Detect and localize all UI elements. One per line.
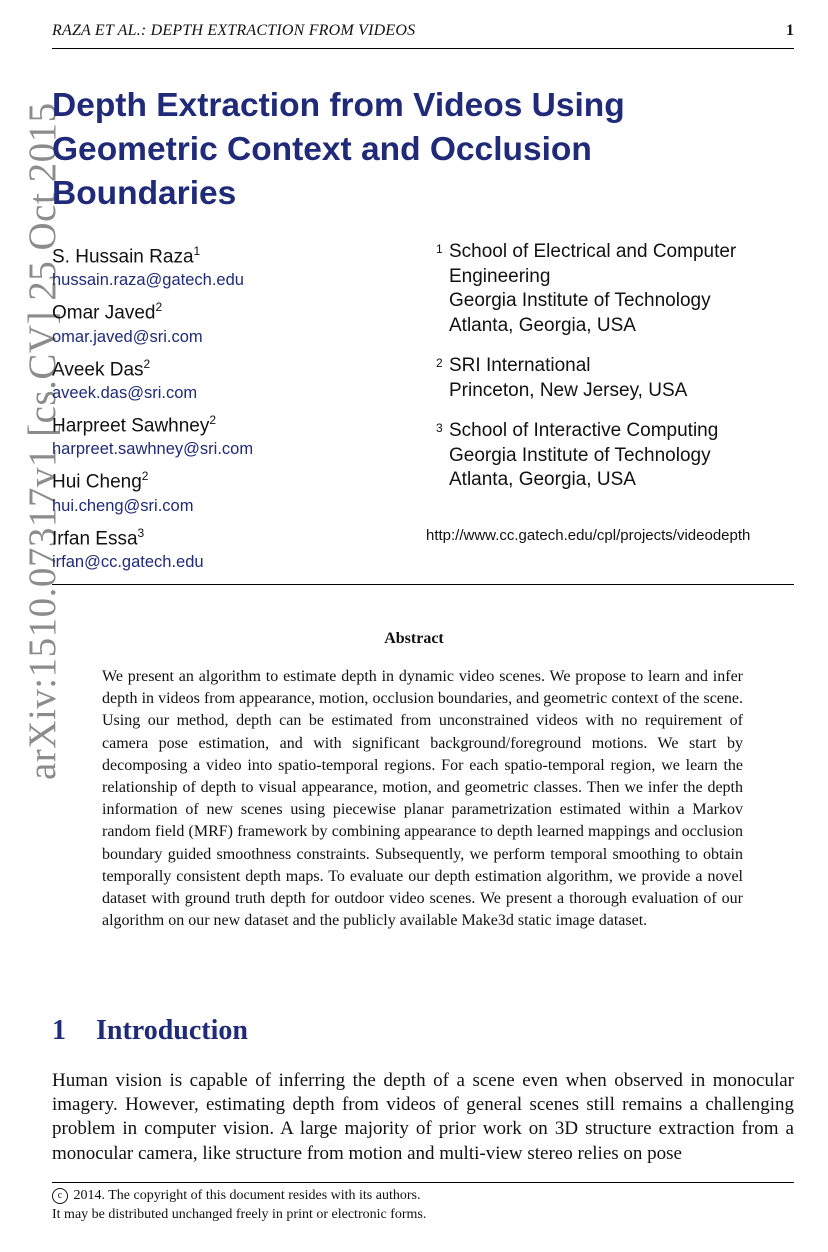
author-name: Aveek Das bbox=[52, 358, 144, 380]
arxiv-identifier: arXiv:1510.07317v1 [cs.CV] 25 Oct 2015 bbox=[21, 102, 64, 780]
introduction-text: Human vision is capable of inferring the depth of a scene even when observed in monocular imagery. However, estimating depth from videos of general scenes still remains a challenging problem in computer vision. A large majority of prior work on 3D structure extraction from a monocular camera, like structure from motion and multi-view stereo relies on pose bbox=[52, 1070, 794, 1164]
author-name: Hui Cheng bbox=[52, 471, 142, 493]
title-line: Depth Extraction from Videos Using bbox=[52, 87, 625, 124]
author-name: Harpreet Sawhney bbox=[52, 415, 210, 437]
author-affiliation-mark: 1 bbox=[193, 244, 201, 258]
affiliation bbox=[436, 354, 816, 403]
author-email-link[interactable]: hui.cheng@sri.com bbox=[52, 496, 194, 515]
author-list bbox=[52, 240, 392, 578]
author-affiliation-mark: 3 bbox=[137, 525, 145, 540]
footer-rule bbox=[52, 1182, 794, 1183]
header-rule bbox=[52, 48, 794, 49]
author-affiliation-mark: 2 bbox=[209, 412, 217, 427]
abstract-heading: Abstract bbox=[384, 630, 444, 647]
affiliation bbox=[436, 240, 816, 338]
affiliation bbox=[436, 419, 816, 493]
author-affiliation-mark: 2 bbox=[155, 300, 163, 315]
abstract-text: We present an algorithm to estimate depth in dynamic video scenes. We propose to learn and infer depth in videos from appearance, motion, occlusion boundaries, and geometric context of the scene. Using our method, depth can be estimated from unconstrained videos with no requirement of camera pose estimation, and with significant background/foreground motions. We start by decomposing a video into spatio-temporal regions. For each spatio-temporal region, we learn the relationship of depth to visual appearance, motion, and geometric classes. Then we infer the depth information of new scenes using piecewise planar parametrization estimated within a Markov random field (MRF) framework by combining appearance to depth learned mappings and occlusion boundary guided smoothness constraints. Subsequently, we perform temporal smoothing to obtain temporally consistent depth maps. To evaluate our depth estimation algorithm, we provide a novel dataset with ground truth depth for outdoor video scenes. We present a thorough evaluation of our algorithm on our new dataset and the publicly available Make3d static image dataset. bbox=[102, 668, 743, 930]
author-name: Omar Javed bbox=[52, 302, 156, 324]
paper-title bbox=[52, 84, 732, 216]
author-email-link[interactable]: harpreet.sawhney@sri.com bbox=[52, 440, 254, 459]
page-number: 1 bbox=[786, 22, 794, 39]
affiliation-list bbox=[436, 240, 816, 509]
running-title: RAZA ET AL.: DEPTH EXTRACTION FROM VIDEOS bbox=[52, 22, 416, 39]
author bbox=[52, 353, 392, 405]
copyright-line: 2014. The copyright of this document resides with its authors. bbox=[73, 1188, 421, 1203]
author bbox=[52, 465, 392, 517]
affiliation-line: School of Electrical and Computer bbox=[449, 241, 737, 262]
affiliation-line: Engineering bbox=[449, 265, 551, 287]
section-number: 1 bbox=[52, 1015, 66, 1046]
author-email-link[interactable]: irfan@cc.gatech.edu bbox=[52, 552, 204, 571]
copyright-icon: c bbox=[52, 1188, 68, 1204]
author bbox=[52, 522, 392, 574]
affiliation-mark: 1 bbox=[436, 242, 443, 256]
author-name: Irfan Essa bbox=[52, 527, 138, 549]
project-url-link[interactable]: http://www.cc.gatech.edu/cpl/projects/videodepth bbox=[426, 527, 751, 544]
title-block-rule bbox=[52, 584, 794, 585]
title-line: Geometric Context and Occlusion bbox=[52, 131, 592, 168]
section-title: Introduction bbox=[96, 1015, 248, 1046]
author-name: S. Hussain Raza bbox=[52, 246, 194, 268]
author bbox=[52, 296, 392, 348]
affiliation-line: Georgia Institute of Technology bbox=[449, 444, 711, 466]
affiliation-line: SRI International bbox=[449, 355, 591, 376]
author-affiliation-mark: 2 bbox=[141, 469, 149, 484]
affiliation-line: Georgia Institute of Technology bbox=[449, 290, 711, 311]
affiliation-line: Atlanta, Georgia, USA bbox=[449, 314, 636, 336]
affiliation-line: Princeton, New Jersey, USA bbox=[449, 379, 688, 401]
affiliation-mark: 2 bbox=[436, 356, 443, 370]
author-email-link[interactable]: aveek.das@sri.com bbox=[52, 383, 198, 402]
copyright-footer bbox=[52, 1186, 426, 1224]
author bbox=[52, 409, 392, 461]
author-email-link[interactable]: omar.javed@sri.com bbox=[52, 327, 203, 346]
affiliation-mark: 3 bbox=[436, 421, 443, 435]
section-heading bbox=[52, 1015, 248, 1047]
author-affiliation-mark: 2 bbox=[143, 356, 151, 371]
affiliation-line: School of Interactive Computing bbox=[449, 420, 719, 441]
title-line: Boundaries bbox=[52, 175, 237, 212]
author-email-link[interactable]: hussain.raza@gatech.edu bbox=[52, 271, 244, 290]
author bbox=[52, 240, 392, 292]
license-line: It may be distributed unchanged freely in print or electronic forms. bbox=[52, 1207, 427, 1222]
affiliation-line: Atlanta, Georgia, USA bbox=[449, 469, 636, 490]
